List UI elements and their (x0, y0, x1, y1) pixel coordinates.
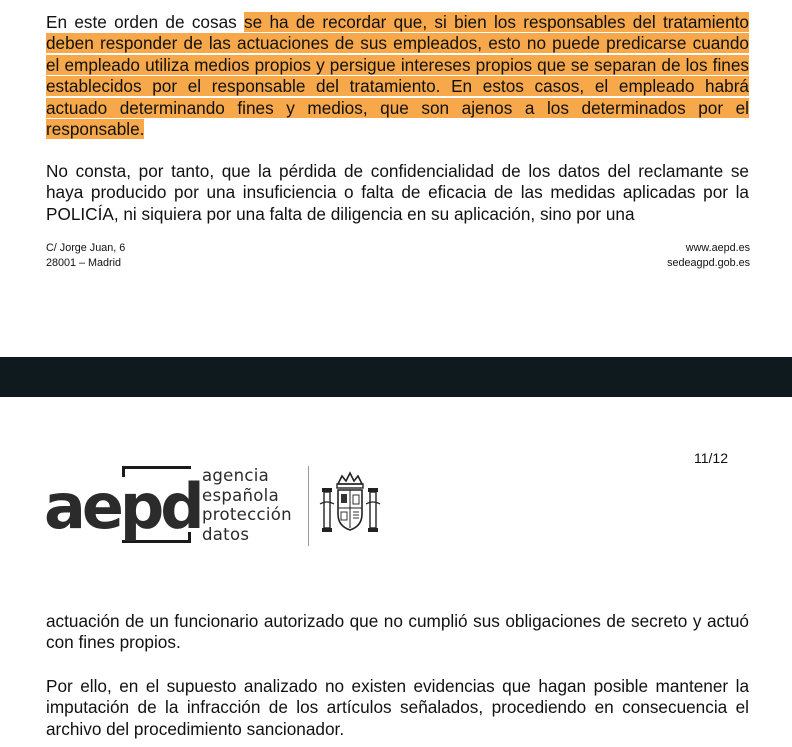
logo-word-agencia: agencia (202, 466, 270, 485)
logo-word-proteccion: protección (202, 505, 292, 524)
logo-divider (308, 466, 309, 546)
footer-address-city: 28001 – Madrid (46, 257, 122, 269)
svg-text:aepd: aepd (44, 470, 201, 543)
aepd-logo-mark-icon (44, 462, 204, 550)
footer-websites (667, 241, 750, 271)
footer-address-street: C/ Jorge Juan, 6 (46, 242, 126, 254)
logo-word-datos: datos (202, 524, 250, 544)
footer-website-link[interactable]: www.aepd.es (685, 242, 750, 254)
coat-of-arms-icon (318, 470, 382, 542)
paragraph-conclusion: No consta, por tanto, que la pérdida de confidencialidad de los datos del reclamante se haya producido por una insuficiencia o falta de eficacia de las medidas aplicadas por la POLICÍA, ni siquiera por una falta de diligencia en su aplicación, sino por una (46, 161, 749, 224)
logo-word-espanola: española (202, 485, 279, 505)
paragraph-resolution: Por ello, en el supuesto analizado no existen evidencias que hagan posible mantener la imputación de la infracción de los artículos señalados, procediendo en consecuencia el archivo del procedimiento sancionador. (46, 676, 749, 739)
footer-sede-link[interactable]: sedeagpd.gob.es (667, 257, 750, 269)
page-separator-band (0, 357, 792, 397)
highlighted-text: se ha de recordar que, si bien los responsables del tratamiento deben responder de las actuaciones de sus empleados, esto no puede predicarse cuando el empleado utiliza medios propios y persigue intereses propios que se separan de los fines establecidos por el responsable del tratamiento. En estos casos, el empleado habrá actuado determinando fines y medios, que son ajenos a los determinados por el responsable. (46, 12, 749, 140)
paragraph-lead-text: En este orden de cosas (46, 12, 245, 32)
paragraph-highlighted (46, 12, 749, 140)
footer-address (46, 241, 125, 271)
page-number: 11/12 (694, 450, 728, 466)
logo-wordmark (202, 466, 292, 544)
aepd-logo (44, 462, 384, 550)
paragraph-continuation: actuación de un funcionario autorizado que no cumplió sus obligaciones de secreto y actuó con fines propios. (46, 611, 749, 653)
